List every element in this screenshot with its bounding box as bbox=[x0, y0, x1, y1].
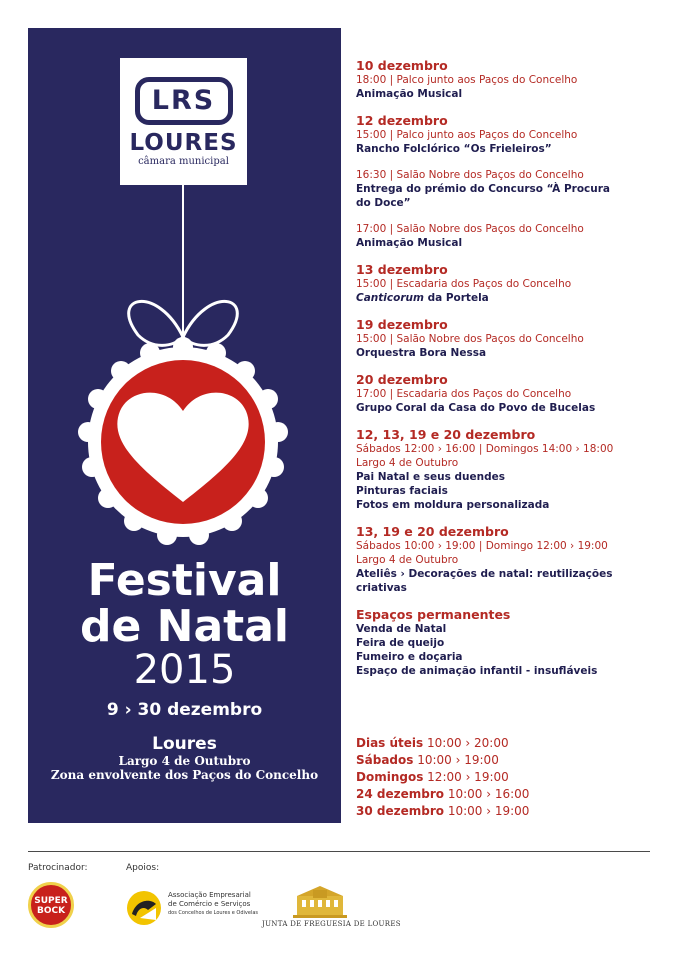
logo-name: LOURES bbox=[129, 130, 238, 156]
hours-value: 10:00 › 16:00 bbox=[447, 787, 530, 801]
hours-label: Dias úteis bbox=[356, 736, 424, 750]
christmas-ornament-icon bbox=[68, 185, 308, 545]
sponsor-name-2: BOCK bbox=[36, 906, 66, 916]
schedule-description: Fotos em moldura personalizada bbox=[356, 499, 550, 511]
super-bock-logo bbox=[28, 882, 74, 928]
assoc-line1: Associação Empresarial bbox=[168, 891, 251, 899]
festival-area: Zona envolvente dos Paços do Concelho bbox=[50, 768, 319, 782]
schedule-description: Animação Musical bbox=[356, 88, 463, 100]
assoc-line3: dos Concelhos de Loures e Odivelas bbox=[168, 910, 259, 916]
schedule-time-place: 17:00 | Escadaria dos Paços do Concelho bbox=[356, 388, 572, 400]
schedule-block bbox=[356, 427, 666, 512]
schedule-description-italic: Canticorum bbox=[356, 292, 424, 304]
schedule-block bbox=[356, 222, 666, 250]
festival-year: 2015 bbox=[133, 647, 236, 693]
hours-row bbox=[356, 752, 656, 769]
hours-value: 10:00 › 20:00 bbox=[427, 736, 509, 750]
opening-hours bbox=[356, 735, 656, 820]
hours-label: Sábados bbox=[356, 753, 414, 767]
schedule-description: Fumeiro e doçaria bbox=[356, 651, 463, 663]
hours-row bbox=[356, 786, 656, 803]
schedule-time-place: 15:00 | Salão Nobre dos Paços do Concelho bbox=[356, 333, 584, 345]
schedule-block bbox=[356, 317, 666, 360]
hours-row bbox=[356, 803, 656, 820]
schedule-description: Pai Natal e seus duendes bbox=[356, 471, 505, 483]
association-name bbox=[168, 891, 258, 918]
junta-name: JUNTA DE FREGUESIA DE LOURES bbox=[262, 920, 401, 928]
schedule-block bbox=[356, 262, 666, 305]
hours-value: 10:00 › 19:00 bbox=[447, 804, 530, 818]
schedule-description: Venda de Natal bbox=[356, 623, 447, 635]
schedule-description: Grupo Coral da Casa do Povo de Bucelas bbox=[356, 402, 596, 414]
schedule-date: 13 dezembro bbox=[356, 262, 448, 277]
schedule-date: 20 dezembro bbox=[356, 372, 448, 387]
schedule-date: 12, 13, 19 e 20 dezembro bbox=[356, 427, 536, 442]
schedule-block bbox=[356, 372, 666, 415]
hours-value: 10:00 › 19:00 bbox=[417, 753, 499, 767]
sponsor-name-1: SUPER bbox=[34, 896, 68, 906]
schedule-time-place: 17:00 | Salão Nobre dos Paços do Concelho bbox=[356, 223, 584, 235]
schedule-description: Animação Musical bbox=[356, 237, 463, 249]
schedule-block bbox=[356, 58, 666, 101]
hours-label: Domingos bbox=[356, 770, 424, 784]
association-logo-icon bbox=[126, 890, 162, 926]
schedule-date: 10 dezembro bbox=[356, 58, 448, 73]
schedule-description: Entrega do prémio do Concurso “À Procura bbox=[356, 183, 610, 195]
schedule-time-place: Largo 4 de Outubro bbox=[356, 554, 459, 566]
schedule-block bbox=[356, 113, 666, 156]
loures-logo bbox=[120, 58, 247, 185]
hours-row bbox=[356, 735, 656, 752]
schedule-time-place: Sábados 10:00 › 19:00 | Domingo 12:00 › 19:00 bbox=[356, 540, 608, 552]
festival-dates: 9 › 30 dezembro bbox=[106, 700, 263, 720]
festival-title-line2: de Natal bbox=[80, 601, 289, 652]
hours-label: 24 dezembro bbox=[356, 787, 444, 801]
schedule-date: Espaços permanentes bbox=[356, 607, 511, 622]
support-label: Apoios: bbox=[126, 863, 160, 873]
logo-subtitle: câmara municipal bbox=[138, 156, 229, 167]
schedule-time-place: 18:00 | Palco junto aos Paços do Concelho bbox=[356, 74, 578, 86]
hours-label: 30 dezembro bbox=[356, 804, 444, 818]
schedule-description bbox=[356, 291, 666, 305]
logo-mark: LRS bbox=[135, 77, 233, 125]
schedule-description: Orquestra Bora Nessa bbox=[356, 347, 487, 359]
schedule-block bbox=[356, 168, 666, 210]
schedule-description: Ateliês › Decorações de natal: reutilizações criativas bbox=[356, 568, 613, 594]
schedule-description: do Doce” bbox=[356, 197, 411, 209]
schedule-time-place: 15:00 | Escadaria dos Paços do Concelho bbox=[356, 278, 572, 290]
schedule-description: Rancho Folclórico “Os Frieleiros” bbox=[356, 143, 552, 155]
sponsor-label: Patrocinador: bbox=[28, 863, 88, 873]
hours-value: 12:00 › 19:00 bbox=[427, 770, 509, 784]
festival-city: Loures bbox=[152, 734, 217, 754]
poster-panel bbox=[28, 28, 341, 823]
hours-row bbox=[356, 769, 656, 786]
schedule-date: 13, 19 e 20 dezembro bbox=[356, 524, 509, 539]
schedule-description: Pinturas faciais bbox=[356, 485, 448, 497]
festival-title-line1: Festival bbox=[87, 555, 282, 606]
schedule-time-place: Sábados 12:00 › 16:00 | Domingos 14:00 › 18:00 bbox=[356, 443, 614, 455]
schedule-time-place: 15:00 | Palco junto aos Paços do Concelho bbox=[356, 129, 578, 141]
schedule-description: Feira de queijo bbox=[356, 637, 445, 649]
schedule-description-rest: da Portela bbox=[423, 292, 489, 304]
schedule-time-place: Largo 4 de Outubro bbox=[356, 457, 459, 469]
schedule-list bbox=[356, 58, 666, 690]
assoc-line2: de Comércio e Serviços bbox=[168, 900, 251, 908]
footer-divider bbox=[28, 851, 650, 852]
schedule-time-place: 16:30 | Salão Nobre dos Paços do Concelho bbox=[356, 169, 584, 181]
schedule-block bbox=[356, 524, 666, 595]
schedule-date: 19 dezembro bbox=[356, 317, 448, 332]
festival-venue: Largo 4 de Outubro bbox=[118, 754, 251, 768]
schedule-block bbox=[356, 607, 666, 678]
town-hall-icon bbox=[293, 884, 347, 918]
schedule-description: Espaço de animação infantil - insufláveis bbox=[356, 665, 598, 677]
schedule-date: 12 dezembro bbox=[356, 113, 448, 128]
